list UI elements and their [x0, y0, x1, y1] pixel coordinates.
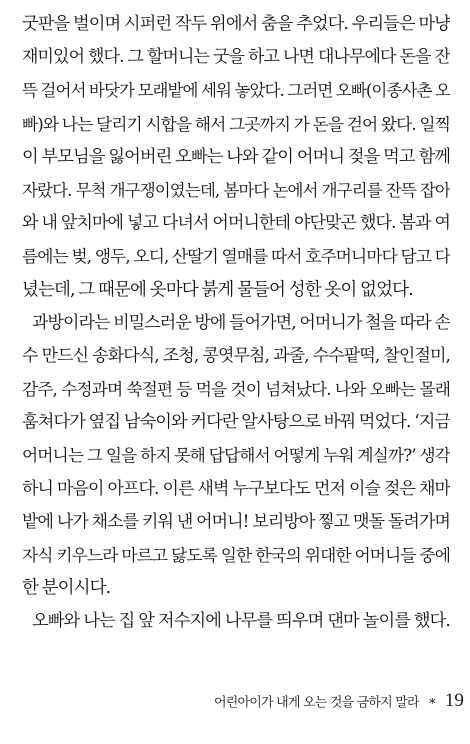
text-line-18: 한 분이시다.	[22, 578, 111, 599]
text-line-8: 름에는 벚, 앵두, 오디, 산딸기 열매를 따서 호주머니마다 담고 다	[22, 246, 450, 267]
text-line-2: 재미있어 했다. 그 할머니는 굿을 하고 나면 대나무에다 돈을 잔	[22, 47, 450, 68]
text-line-15: 하니 마음이 아프다. 이른 새벽 누구보다도 먼저 이슬 젖은 채마	[22, 478, 450, 499]
text-line-4: 빠)와 나는 달리기 시합을 해서 그곳까지 가 돈을 걷어 왔다. 일찍	[22, 113, 450, 134]
text-line-12: 감주, 수정과며 쑥절편 등 먹을 것이 넘쳐났다. 나와 오빠는 몰래	[22, 379, 450, 400]
text-line-19: 오빠와 나는 집 앞 저수지에 나무를 띄우며 댄마 놀이를 했다.	[32, 611, 450, 632]
text-line-6: 자랐다. 무척 개구쟁이였는데, 봄마다 논에서 개구리를 잔뜩 잡아	[22, 180, 450, 200]
asterisk-separator: ∗	[427, 693, 437, 709]
text-line-7: 와 내 앞치마에 넣고 다녀서 어머니한테 야단맞곤 했다. 봄과 여	[22, 213, 450, 234]
body-text	[22, 8, 450, 639]
text-line-5: 이 부모님을 잃어버린 오빠는 나와 같이 어머니 젖을 먹고 함께	[22, 146, 450, 167]
text-line-3: 뜩 걸어서 바닷가 모래밭에 세워 놓았다. 그러면 오빠(이종사촌 오	[22, 81, 450, 101]
text-line-13: 훔쳐다가 옆집 남숙이와 커다란 알사탕으로 바꿔 먹었다. ‘지금	[22, 412, 450, 433]
page-number: 19	[444, 690, 464, 711]
running-book-title: 어린아이가 내게 오는 것을 금하지 말라	[214, 695, 419, 711]
text-line-17: 자식 키우느라 마르고 닳도록 일한 한국의 위대한 어머니들 중에	[22, 545, 450, 565]
page-footer	[214, 690, 464, 716]
text-line-14: 어머니는 그 일을 하지 못해 답답해서 어떻게 누워 계실까?’ 생각	[22, 445, 450, 466]
text-line-16: 밭에 나가 채소를 키워 낸 어머니! 보리방아 찧고 맷돌 돌려가며	[22, 511, 450, 532]
text-line-11: 수 만드신 송화다식, 조청, 콩엿무침, 과줄, 수수팥떡, 찰인절미,	[22, 345, 450, 366]
text-line-1: 굿판을 벌이며 시퍼런 작두 위에서 춤을 추었다. 우리들은 마냥	[22, 14, 450, 34]
text-line-10: 과방이라는 비밀스러운 방에 들어가면, 어머니가 철을 따라 손	[32, 312, 450, 333]
text-line-9: 녔는데, 그 때문에 옷마다 붉게 물들어 성한 옷이 없었다.	[22, 279, 413, 300]
